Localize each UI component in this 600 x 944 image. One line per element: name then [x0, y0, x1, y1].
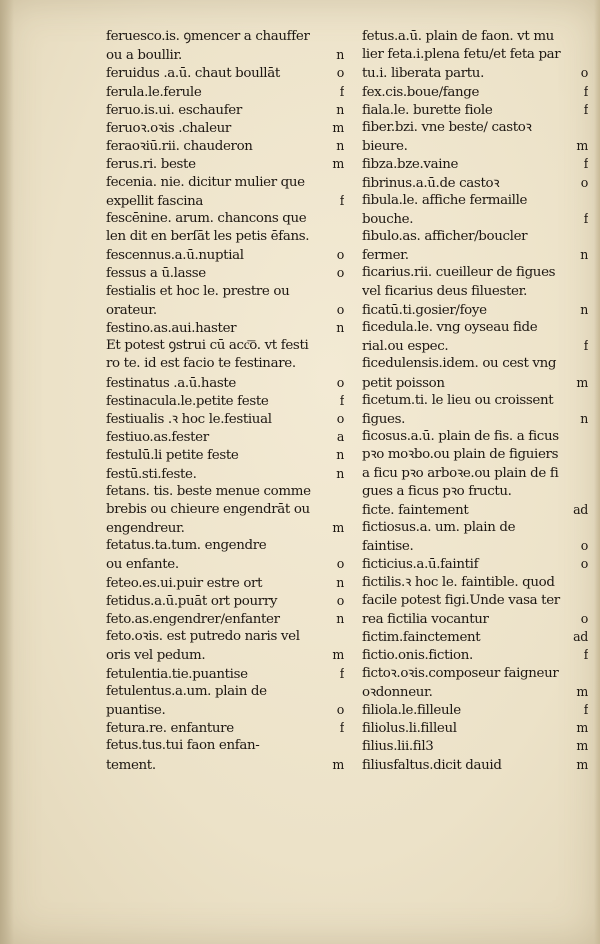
entry-text: feruoꝛ.oꝛis .chaleur: [106, 120, 231, 136]
entry-text: len dit en berſāt les petis ēfans.: [106, 229, 310, 245]
dictionary-line: [106, 137, 344, 155]
gender-marker: m: [332, 756, 344, 772]
gender-marker: n: [580, 301, 588, 317]
dictionary-line: [362, 756, 588, 774]
dictionary-line: [106, 628, 344, 646]
gender-marker: f: [583, 83, 588, 99]
entry-text: feto.oꝛis. est putredo naris vel: [106, 629, 300, 645]
entry-text: ficedula.le. vng oyseau fide: [362, 320, 538, 335]
right-column: [362, 28, 588, 774]
dictionary-line: [362, 574, 588, 592]
dictionary-line: [106, 319, 344, 337]
gender-marker: o: [580, 538, 588, 554]
entry-text: fessus a ū.lasse: [106, 266, 206, 282]
page-edge-shadow: [594, 0, 600, 944]
gender-marker: o: [336, 374, 344, 390]
entry-text: fibrinus.a.ū.de castoꝛ: [362, 175, 500, 191]
dictionary-line: [362, 337, 588, 355]
gender-marker: n: [580, 247, 588, 263]
entry-text: orateur.: [106, 302, 157, 318]
gender-marker: f: [339, 83, 344, 99]
entry-text: tu.i. liberata partu.: [362, 66, 484, 82]
dictionary-line: [362, 610, 588, 628]
dictionary-line: [362, 192, 588, 210]
dictionary-line: [362, 228, 588, 246]
entry-text: ficarius.rii. cueilleur de figues: [362, 265, 556, 281]
gender-marker: m: [576, 738, 588, 754]
dictionary-line: [106, 355, 344, 373]
entry-text: filiusfaltus.dicit dauid: [362, 757, 502, 773]
dictionary-line: [362, 701, 588, 719]
dictionary-line: [362, 355, 588, 373]
entry-text: fescēnine. arum. chancons que: [106, 210, 307, 226]
dictionary-line: [362, 155, 588, 173]
entry-text: ficosus.a.ū. plain de fis. a ficus: [362, 429, 559, 445]
entry-text: facile potest figi.Unde vasa ter: [362, 592, 560, 608]
dictionary-line: [106, 665, 344, 683]
entry-text: festulū.li petite feste: [106, 448, 239, 464]
entry-text: figues.: [362, 411, 406, 427]
entry-text: oris vel pedum.: [106, 648, 206, 664]
gender-marker: n: [336, 574, 344, 590]
dictionary-line: [106, 337, 344, 355]
entry-text: puantise.: [106, 702, 166, 718]
entry-text: engendreur.: [106, 521, 185, 537]
gender-marker: ad: [573, 501, 588, 517]
entry-text: a ficu pꝛo arboꝛe.ou plain de fi: [362, 465, 559, 481]
dictionary-line: [362, 646, 588, 664]
dictionary-line: [106, 610, 344, 628]
dictionary-line: [362, 28, 588, 46]
dictionary-line: [106, 574, 344, 592]
entry-text: ferula.le.ferule: [106, 84, 202, 100]
dictionary-line: [362, 264, 588, 282]
dictionary-line: [362, 501, 588, 519]
entry-text: fetans. tis. beste menue comme: [106, 483, 311, 499]
entry-text: ficatū.ti.gosier/foye: [362, 302, 487, 318]
dictionary-line: [362, 683, 588, 701]
page-gutter-shadow: [0, 0, 14, 944]
dictionary-line: [106, 646, 344, 664]
entry-text: fetulentus.a.um. plain de: [106, 683, 267, 699]
entry-text: fictim.fainctement: [362, 630, 481, 646]
gender-marker: o: [336, 65, 344, 81]
dictionary-line: [106, 174, 344, 192]
dictionary-line: [362, 465, 588, 483]
dictionary-line: [106, 46, 344, 64]
dictionary-line: [362, 592, 588, 610]
entry-text: feruidus .a.ū. chaut boullāt: [106, 66, 280, 82]
dictionary-line: [362, 410, 588, 428]
entry-text: bouche.: [362, 211, 414, 227]
entry-text: ou a boullir.: [106, 48, 182, 64]
gender-marker: o: [336, 265, 344, 281]
dictionary-line: [362, 210, 588, 228]
dictionary-line: [106, 119, 344, 137]
entry-text: feteo.es.ui.puir estre ort: [106, 575, 263, 591]
dictionary-line: [362, 137, 588, 155]
gender-marker: m: [332, 119, 344, 135]
entry-text: fetatus.ta.tum. engendre: [106, 538, 267, 554]
entry-text: rea fictilia vocantur: [362, 612, 489, 627]
gender-marker: f: [583, 156, 588, 172]
gender-marker: f: [339, 665, 344, 681]
dictionary-line: [106, 428, 344, 446]
entry-text: fictiosus.a. um. plain de: [362, 520, 516, 536]
gender-marker: m: [576, 720, 588, 736]
dictionary-line: [106, 555, 344, 573]
entry-text: fetus.tus.tui faon enfan-: [106, 738, 260, 754]
gender-marker: m: [332, 647, 344, 663]
dictionary-line: [362, 319, 588, 337]
dictionary-line: [362, 537, 588, 555]
gender-marker: m: [332, 156, 344, 172]
dictionary-line: [362, 665, 588, 683]
entry-text: festinacula.le.petite feste: [106, 393, 269, 409]
gender-marker: o: [580, 556, 588, 572]
dictionary-line: [106, 537, 344, 555]
entry-text: faintise.: [362, 539, 414, 555]
entry-text: vel ficarius deus filuester.: [362, 283, 528, 299]
entry-text: pꝛo moꝛbo.ou plain de figuiers: [362, 447, 559, 463]
gender-marker: m: [576, 138, 588, 154]
entry-text: fiber.bzi. vne beste/ castoꝛ: [362, 119, 532, 135]
entry-text: feraoꝛiū.rii. chauderon: [106, 139, 253, 155]
entry-text: bieure.: [362, 139, 408, 155]
dictionary-line: [106, 246, 344, 264]
entry-text: festiualis .ꝛ hoc le.festiual: [106, 411, 272, 427]
entry-text: festialis et hoc le. prestre ou: [106, 283, 290, 299]
gender-marker: n: [336, 465, 344, 481]
dictionary-line: [106, 592, 344, 610]
dictionary-line: [106, 483, 344, 501]
dictionary-line: [362, 483, 588, 501]
gender-marker: n: [336, 47, 344, 63]
dictionary-line: [106, 719, 344, 737]
entry-text: ficte. faintement: [362, 502, 469, 518]
dictionary-line: [106, 155, 344, 173]
entry-text: fex.cis.boue/fange: [362, 84, 480, 100]
dictionary-line: [362, 374, 588, 392]
entry-text: ferus.ri. beste: [106, 157, 196, 173]
gender-marker: f: [583, 701, 588, 717]
entry-text: fetulentia.tie.puantise: [106, 666, 248, 682]
gender-marker: n: [336, 447, 344, 463]
entry-text: ro te. id est facio te festinare.: [106, 356, 296, 372]
gender-marker: f: [583, 647, 588, 663]
gender-marker: o: [336, 410, 344, 426]
entry-text: fictilis.ꝛ hoc le. faintible. quod: [362, 574, 555, 590]
dictionary-line: [106, 374, 344, 392]
entry-text: fescennus.a.ū.nuptial: [106, 248, 244, 264]
gender-marker: o: [336, 592, 344, 608]
dictionary-line: [362, 428, 588, 446]
gender-marker: a: [336, 429, 344, 445]
entry-text: rial.ou espec.: [362, 339, 449, 355]
entry-text: ou enfante.: [106, 557, 179, 573]
dictionary-line: [362, 64, 588, 82]
entry-text: filius.lii.fil3: [362, 739, 434, 755]
gender-marker: n: [336, 138, 344, 154]
gender-marker: f: [339, 392, 344, 408]
dictionary-line: [362, 519, 588, 537]
gender-marker: f: [583, 338, 588, 354]
gender-marker: m: [576, 374, 588, 390]
dictionary-line: [362, 283, 588, 301]
entry-text: oꝛdonneur.: [362, 684, 433, 700]
entry-text: feruo.is.ui. eschaufer: [106, 102, 242, 118]
entry-text: fetus.a.ū. plain de faon. vt mu: [362, 29, 554, 44]
entry-text: filiolus.li.filleul: [362, 721, 457, 737]
entry-text: tement.: [106, 757, 156, 773]
entry-text: fetidus.a.ū.puāt ort pourry: [106, 593, 278, 609]
gender-marker: n: [336, 101, 344, 117]
entry-text: festū.sti.feste.: [106, 466, 197, 482]
gender-marker: o: [336, 556, 344, 572]
dictionary-line: [106, 210, 344, 228]
dictionary-line: [106, 410, 344, 428]
gender-marker: o: [580, 174, 588, 190]
dictionary-line: [106, 283, 344, 301]
dictionary-line: [362, 555, 588, 573]
dictionary-line: [106, 501, 344, 519]
entry-text: ficedulensis.idem. ou cest vng: [362, 356, 557, 372]
entry-text: fibulo.as. afficher/boucler: [362, 229, 528, 245]
dictionary-line: [106, 756, 344, 774]
dictionary-line: [106, 83, 344, 101]
dictionary-line: [106, 701, 344, 719]
entry-text: Et potest ꝯstrui cū acc͞o. vt festi: [106, 338, 309, 354]
gender-marker: o: [336, 247, 344, 263]
entry-text: festinatus .a.ū.haste: [106, 375, 236, 391]
dictionary-line: [362, 719, 588, 737]
entry-text: fetura.re. enfanture: [106, 721, 234, 737]
dictionary-line: [106, 192, 344, 210]
gender-marker: n: [336, 611, 344, 626]
dictionary-line: [362, 174, 588, 192]
entry-text: fermer.: [362, 248, 409, 264]
gender-marker: m: [576, 683, 588, 699]
dictionary-line: [106, 446, 344, 464]
gender-marker: f: [583, 210, 588, 226]
gender-marker: o: [336, 701, 344, 717]
dictionary-line: [106, 228, 344, 246]
dictionary-line: [106, 301, 344, 319]
dictionary-line: [106, 392, 344, 410]
gender-marker: f: [339, 720, 344, 736]
entry-text: fiala.le. burette fiole: [362, 102, 493, 118]
entry-text: fecenia. nie. dicitur mulier que: [106, 174, 305, 190]
dictionary-line: [106, 737, 344, 755]
dictionary-line: [362, 737, 588, 755]
gender-marker: o: [580, 65, 588, 81]
dictionary-line: [362, 301, 588, 319]
dictionary-line: [362, 628, 588, 646]
gender-marker: ad: [573, 629, 588, 645]
entry-text: ficticius.a.ū.faintif: [362, 557, 479, 573]
entry-text: festino.as.aui.haster: [106, 321, 237, 336]
gender-marker: n: [580, 410, 588, 426]
entry-text: fibula.le. affiche fermaille: [362, 192, 528, 208]
dictionary-line: [106, 101, 344, 119]
gender-marker: m: [576, 756, 588, 772]
entry-text: expellit fascina: [106, 193, 204, 209]
dictionary-line: [106, 683, 344, 701]
entry-text: petit poisson: [362, 375, 445, 391]
entry-text: feruesco.is. ꝯmencer a chauffer: [106, 29, 310, 44]
entry-text: fictoꝛ.oꝛis.composeur faigneur: [362, 665, 559, 681]
dictionary-line: [106, 519, 344, 537]
entry-text: lier feta.i.plena fetu/et feta par: [362, 47, 561, 63]
dictionary-line: [106, 28, 344, 46]
entry-text: fictio.onis.fiction.: [362, 648, 473, 664]
gender-marker: f: [339, 192, 344, 208]
gender-marker: m: [332, 520, 344, 536]
dictionary-line: [106, 465, 344, 483]
entry-text: filiola.le.filleule: [362, 702, 461, 718]
gender-marker: f: [583, 101, 588, 117]
gender-marker: o: [336, 301, 344, 317]
gender-marker: o: [580, 611, 588, 626]
dictionary-line: [362, 446, 588, 464]
dictionary-line: [362, 119, 588, 137]
dictionary-line: [106, 64, 344, 82]
dictionary-line: [362, 83, 588, 101]
entry-text: gues a ficus pꝛo fructu.: [362, 483, 512, 499]
gender-marker: n: [336, 320, 344, 335]
dictionary-line: [362, 101, 588, 119]
dictionary-line: [362, 246, 588, 264]
left-column: [106, 28, 344, 774]
dictionary-line: [106, 264, 344, 282]
dictionary-line: [362, 392, 588, 410]
entry-text: brebis ou chieure engendrāt ou: [106, 501, 310, 517]
entry-text: fibza.bze.vaine: [362, 157, 459, 173]
entry-text: feto.as.engendrer/enfanter: [106, 612, 280, 627]
entry-text: ficetum.ti. le lieu ou croissent: [362, 392, 554, 408]
entry-text: festiuo.as.fester: [106, 430, 209, 446]
dictionary-line: [362, 46, 588, 64]
